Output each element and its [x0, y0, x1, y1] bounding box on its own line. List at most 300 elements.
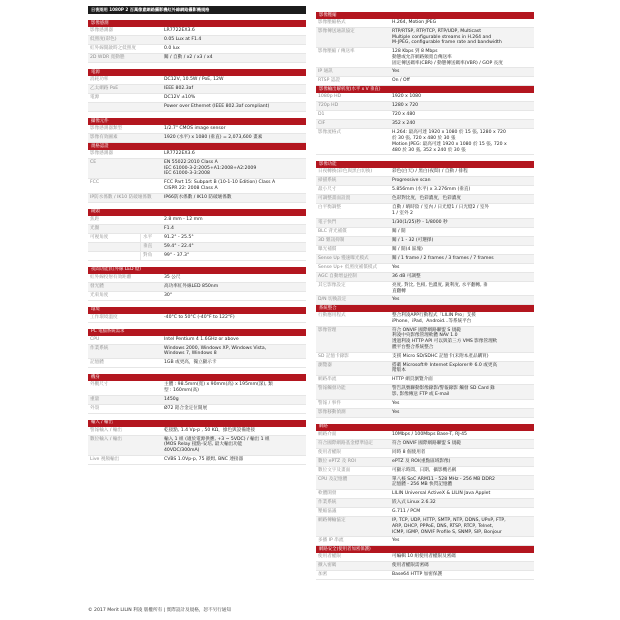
spec-label: 加密 — [318, 572, 328, 578]
spec-row — [88, 134, 306, 143]
section-heading: PC 電腦系統需求 — [88, 329, 306, 336]
spec-section — [88, 118, 306, 143]
section-heading: 規格認證 — [88, 143, 306, 150]
spec-value-line: EN 55022:2010 Class A — [164, 160, 218, 165]
spec-row — [316, 273, 534, 282]
spec-value-line: IP, TCP, UDP, HTTP, SMTP, NTP, DDNS, UPnP, FTP, — [392, 518, 506, 524]
spec-label: 電子快門 — [318, 219, 337, 225]
spec-row — [316, 111, 534, 120]
spec-label: 影像傳送通訊協定 — [318, 29, 355, 34]
spec-label: 行動應用程式 — [318, 313, 346, 319]
spec-section — [88, 374, 306, 413]
spec-value-line: LR7722EX3.6 — [164, 28, 195, 33]
spec-value — [162, 54, 306, 62]
spec-label: 工作環境溫度 — [90, 314, 118, 320]
spec-value-line: 1/30(1/25)秒 - 1/8000 秒 — [392, 219, 448, 225]
spec-section — [88, 267, 306, 301]
spec-value — [390, 273, 534, 281]
spec-label: IP 通訊 — [318, 69, 333, 75]
spec-value-line: 輸入 1 組 (適於電源供應, +3 ~ 5VDC) / 輸出 1 組 — [164, 436, 270, 442]
spec-label: 影像壓縮格式 — [318, 20, 346, 25]
spec-label: 日夜轉換(彩色與黑白切換) — [318, 169, 373, 175]
spec-value-line: 128 Kbps 到 8 Mbps — [392, 49, 438, 55]
section-heading: 輸入 / 輸出 — [88, 420, 306, 427]
spec-value-line: ICMP, IGMP, ONVIF Profile S, SNMP, SIP, Bonjour — [392, 529, 502, 535]
section-heading: 系統整合 — [316, 305, 534, 312]
spec-value-line: H.264, Motion JPEG — [392, 20, 437, 25]
spec-row — [88, 179, 306, 193]
spec-row — [316, 246, 534, 255]
spec-value — [162, 456, 306, 464]
spec-label: IP防水係數 / IK10 防破壞係數 — [90, 194, 152, 200]
spec-label: 焦距 — [90, 216, 100, 222]
spec-value — [390, 186, 534, 194]
spec-row — [88, 159, 306, 179]
spec-row — [88, 381, 306, 395]
spec-value — [390, 237, 534, 245]
spec-value-line: Yes — [392, 400, 400, 406]
spec-label: AGC 自動增益控制 — [318, 273, 357, 279]
spec-label: 軟體開發 — [318, 491, 337, 497]
spec-label: 影像有效圖素 — [90, 135, 118, 140]
spec-row — [88, 125, 306, 134]
spec-label: 數位輸入 / 輸出 — [90, 436, 123, 442]
spec-value — [162, 76, 306, 84]
spec-value-line: 透過利凌 HTTP API 可以與第三方 VMS 影像管理軟 — [392, 339, 498, 345]
copyright-footer: © 2017 Merit LILIN 利凌 版權所有 | 實際設計及規格，恕不另行通知 — [88, 608, 231, 613]
spec-value-line: Yes — [392, 538, 400, 544]
spec-value-line: 36 dB 可調整 — [392, 273, 421, 279]
spec-section — [316, 86, 534, 155]
spec-row — [316, 219, 534, 228]
spec-value — [390, 168, 534, 176]
spec-value-line: 1 / 室外 2 — [392, 211, 413, 217]
spec-sub-label: 垂直 — [140, 243, 162, 251]
spec-value-line: 5.856mm (水平) x 3.276mm (垂直) — [392, 187, 471, 193]
spec-value-line: HTTP 網頁瀏覽介面 — [392, 377, 433, 383]
spec-sub-label: 水平 — [140, 234, 162, 242]
spec-row — [316, 385, 534, 399]
spec-value — [162, 234, 306, 242]
spec-value — [390, 312, 534, 325]
spec-value — [390, 195, 534, 203]
spec-value — [390, 385, 534, 398]
spec-value-line: 1920 (水平) x 1080 (垂直) = 2,073,600 畫素 — [164, 135, 263, 140]
spec-label: 影像流格式 — [318, 130, 341, 136]
spec-value — [390, 499, 534, 507]
spec-value — [390, 93, 534, 101]
spec-label: 多播 IP 串流 — [318, 538, 344, 544]
spec-value-line: 主體 : 98.5mm(寬) x 90mm(高) x 195mm(深), 類 — [164, 382, 273, 388]
spec-value — [162, 179, 306, 192]
spec-value-line: 嵌入式 Linux 2.6.32 — [392, 500, 436, 506]
spec-row — [316, 353, 534, 362]
spec-value — [390, 28, 534, 47]
spec-label: 使用者權限 — [318, 554, 341, 560]
spec-value-line: G.711 / PCM — [392, 509, 421, 515]
spec-row — [316, 19, 534, 28]
spec-value — [162, 314, 306, 322]
spec-value — [162, 134, 306, 142]
spec-value — [390, 219, 534, 227]
spec-value-line: Multiple configurable streams in H.264 and — [392, 34, 492, 40]
spec-row — [316, 48, 534, 68]
spec-row — [316, 449, 534, 458]
spec-value — [162, 427, 306, 435]
spec-label: Live 視頻輸出 — [90, 456, 120, 462]
spec-label: 白平衡調整 — [318, 205, 341, 211]
spec-value — [162, 194, 306, 202]
spec-value-line: 關 / 開(4 區塊) — [392, 246, 423, 252]
spec-label: CIF — [318, 121, 326, 127]
spec-value — [390, 449, 534, 457]
spec-row — [88, 76, 306, 85]
spec-row — [88, 36, 306, 45]
spec-value-line: 可顯示時間、日期、攝影機名稱 — [392, 467, 457, 473]
spec-value — [390, 111, 534, 119]
spec-label: SD 記憶卡錄影 — [318, 353, 349, 359]
spec-value-line: 型 : 160mm(高) — [164, 387, 199, 393]
spec-row — [316, 28, 534, 48]
spec-label: 瀏覽器 — [318, 362, 332, 368]
section-heading: 夜間功能(紅外線 LED 燈) — [88, 267, 306, 274]
spec-value-line: 1/2.7" CMOS image sensor — [164, 126, 226, 131]
spec-value-line: Yes — [392, 69, 400, 75]
spec-row — [88, 85, 306, 94]
spec-value — [390, 77, 534, 85]
spec-row — [316, 508, 534, 517]
spec-label: CPU — [90, 336, 100, 342]
spec-row — [316, 129, 534, 155]
spec-value-line: DC12V, 10.5W / PoE, 12W — [164, 77, 224, 82]
section-heading: 影像壓縮 — [316, 12, 534, 19]
spec-value — [162, 45, 306, 53]
spec-value-line: Motion JPEG: 最高可達 1920 x 1080 於 15 張, 720 x — [392, 141, 507, 147]
spec-value-line: Windows 7, Windows 8 — [164, 351, 217, 357]
spec-label: FCC — [90, 180, 100, 186]
spec-section — [88, 209, 306, 261]
spec-label: 可視角度 — [90, 234, 109, 240]
spec-value-line: iPhone、iPad、Android...等系統平台 — [392, 319, 472, 325]
spec-value-line: 35 公尺 — [164, 274, 181, 280]
spec-label: CPU 及記憶體 — [318, 476, 348, 482]
spec-row — [316, 102, 534, 111]
spec-label: 最小尺寸 — [318, 187, 337, 193]
spec-value-line: 1280 x 720 — [392, 103, 419, 109]
spec-value-line: IEC 61000-3-3:2008 — [164, 171, 210, 177]
spec-row — [316, 168, 534, 177]
spec-value — [390, 246, 534, 254]
spec-label: 使用者權限 — [318, 449, 341, 455]
section-heading: 影像功能 — [316, 161, 534, 168]
spec-row — [316, 93, 534, 102]
spec-value-line: Base64 HTTP 加密保護 — [392, 572, 443, 578]
spec-value-line: Ø72 鋁合金定位開展 — [164, 405, 208, 411]
spec-row — [88, 345, 306, 359]
spec-value-line: CVBS 1.0Vp-p, 75 歐姆, BNC 連接器 — [164, 456, 244, 462]
spec-row — [88, 103, 306, 112]
spec-value-line: H.264: 最高可達 1920 x 1080 於 15 張, 1280 x 720 — [392, 130, 506, 136]
spec-value-line: 59.4° - 22.4° — [164, 243, 194, 249]
spec-value — [390, 68, 534, 76]
spec-value-line: DC12V ±10% — [164, 95, 196, 100]
spec-value — [162, 336, 306, 344]
spec-label: 發光體 — [90, 283, 104, 289]
spec-value — [162, 359, 306, 367]
spec-value-line: Yes — [392, 409, 400, 415]
spec-label: 影像壓縮 / 傳送率 — [318, 49, 355, 55]
spec-value — [390, 476, 534, 489]
spec-label: 掃描系統 — [318, 178, 337, 184]
spec-value — [390, 440, 534, 448]
spec-value — [390, 264, 534, 272]
spec-row — [316, 282, 534, 296]
spec-label: Sense Up+ 低照度補償模式 — [318, 264, 378, 270]
spec-row — [316, 499, 534, 508]
spec-value-line: Windows 2000, Windows XP, Windows Vista, — [164, 345, 267, 351]
spec-row — [88, 150, 306, 159]
spec-value-line: 40VDC/300mA) — [164, 448, 200, 454]
spec-value-line: 動態或允許網路頻寬自傳送率 — [392, 54, 452, 60]
spec-value — [162, 85, 306, 93]
spec-section — [316, 305, 534, 417]
spec-row — [88, 194, 306, 203]
spec-row — [88, 243, 306, 252]
spec-value — [162, 27, 306, 35]
spec-label: 影像感測器 — [90, 151, 113, 156]
spec-value — [390, 204, 534, 217]
spec-value-line: 體平台整合系統整合 — [392, 344, 434, 350]
spec-value — [390, 228, 534, 236]
spec-value — [390, 120, 534, 128]
spec-value — [390, 102, 534, 110]
spec-value-line: (MOS Relay 接點-安培, 最大輸出功能 — [164, 442, 243, 448]
spec-row — [316, 77, 534, 86]
spec-label — [88, 252, 140, 260]
spec-value — [390, 48, 534, 67]
spec-label: 符合國際網路基金標準協定 — [318, 440, 374, 446]
spec-label: 紅外線投射有效距離 — [90, 274, 132, 280]
spec-row — [316, 204, 534, 218]
spec-row — [316, 440, 534, 449]
spec-value-line: 亮度, 對比, 色相, 色濃度, 銳利度, 水平翻轉, 垂 — [392, 282, 488, 288]
spec-row — [316, 177, 534, 186]
spec-label: 1080p HD — [318, 94, 342, 100]
spec-label: 警報觸發功能 — [318, 386, 346, 392]
spec-value-line: 影, 影像傳送 FTP 或 E-mail — [392, 391, 450, 397]
spec-value — [390, 409, 534, 417]
spec-value-line: 關 / 開 — [392, 228, 406, 234]
spec-section — [88, 69, 306, 112]
spec-value-line: F1.4 — [164, 225, 174, 231]
spec-label: 外殼 — [90, 405, 100, 411]
spec-value — [390, 255, 534, 263]
spec-value — [162, 274, 306, 282]
spec-value — [390, 431, 534, 439]
spec-label: 其它影像設定 — [318, 282, 346, 288]
spec-label: 數位文字及畫面 — [318, 467, 351, 473]
spec-value-line: Power over Ethernet (IEEE 802.3af compliant) — [164, 104, 270, 109]
section-heading: 影像感測 — [88, 20, 306, 27]
spec-value — [162, 283, 306, 291]
spec-value-line: 固定傳送碼率(CBR) / 動態傳送碼率(VBR) / GOP 長度 — [392, 60, 503, 66]
spec-label: 作業系統 — [90, 345, 109, 351]
spec-row — [88, 292, 306, 301]
spec-row — [316, 255, 534, 264]
spec-value-line: 符合 ONVIF 國際網路聯盟 S 規範 — [392, 440, 461, 446]
spec-row — [316, 476, 534, 490]
spec-row — [88, 252, 306, 261]
spec-section — [316, 424, 534, 547]
spec-value-line: 自動 / 晴時陰 / 室內 / 日光燈1 / 日光燈2 / 室外 — [392, 205, 490, 211]
spec-label: 電源 — [90, 95, 100, 100]
spec-row — [316, 571, 534, 580]
spec-value — [162, 94, 306, 102]
spec-value-line: 警告訊號聯動影像錄影/警報錄影 觸發 SD Card 錄 — [392, 386, 495, 392]
spec-label: 乙太網路 PoE — [90, 86, 119, 91]
spec-label: Sense Up 慢速曝光模式 — [318, 255, 369, 261]
spec-row — [88, 27, 306, 36]
spec-row — [316, 327, 534, 353]
spec-row — [88, 314, 306, 323]
spec-value — [162, 292, 306, 300]
spec-value-line: 高功率紅外線LED 850nm — [164, 283, 219, 289]
spec-row — [316, 537, 534, 546]
spec-row — [88, 456, 306, 465]
spec-value — [390, 490, 534, 498]
spec-label: 光圈 — [90, 225, 100, 231]
spec-value — [162, 225, 306, 233]
section-heading: 網路安全(使用者加密保護) — [316, 546, 534, 553]
spec-label: 數位 ePTZ 及 ROI — [318, 458, 356, 464]
spec-row — [316, 195, 534, 204]
spec-section — [88, 143, 306, 203]
spec-value-line: -40°C to 50°C (-40°F to 122°F) — [164, 314, 235, 320]
spec-value-line: 搭載 Microsoft® Internet Explorer® 6.0 或更高 — [392, 362, 498, 368]
spec-section — [88, 329, 306, 368]
spec-value-line: 1GB 或更高，獨立顯示卡 — [164, 360, 217, 366]
spec-value-line: 記憶體 - 256 MB 快閃記憶體 — [392, 482, 453, 488]
spec-row — [316, 400, 534, 409]
spec-label: 警報輸入 / 輸出 — [90, 427, 123, 433]
spec-label: 網路介面 — [318, 431, 337, 437]
spec-value-line: 關 / 自動 / x2 / x3 / x4 — [164, 55, 213, 60]
spec-label: 3D 雜訊抑制 — [318, 237, 345, 243]
spec-label: D1 — [318, 112, 325, 118]
spec-section — [88, 307, 306, 323]
spec-row — [88, 225, 306, 234]
spec-value-line: LR7722EX3.6 — [164, 151, 195, 156]
spec-label: CE — [90, 160, 97, 165]
spec-label: 警報 / 事件 — [318, 400, 341, 406]
spec-section — [88, 420, 306, 465]
spec-value — [162, 252, 306, 260]
spec-label: 曝光補償 — [318, 246, 337, 252]
spec-label: 可調整畫面設置 — [318, 196, 351, 202]
spec-value — [390, 177, 534, 185]
spec-value — [162, 405, 306, 413]
spec-label: 壓縮協議 — [318, 509, 337, 515]
spec-value — [390, 537, 534, 545]
spec-value-line: 乾接點, 1.4 Vp-p , 50 KΩ，綠色與設備連接 — [164, 427, 256, 433]
spec-label: 記憶體 — [90, 360, 104, 366]
spec-row — [88, 359, 306, 368]
spec-value — [390, 129, 534, 154]
spec-row — [316, 312, 534, 326]
spec-value-line: 99° - 37.3° — [164, 252, 190, 258]
spec-row — [88, 274, 306, 283]
spec-section — [88, 20, 306, 63]
spec-value — [390, 376, 534, 384]
spec-row — [88, 94, 306, 103]
spec-row — [316, 186, 534, 195]
spec-value-line: Progressive scan — [392, 178, 431, 184]
spec-row — [316, 296, 534, 305]
spec-value — [390, 362, 534, 375]
spec-label: 影像移動偵測 — [318, 409, 346, 415]
spec-value-line: 支援 Micro SD/SDHC 記憶卡(未附本產品購買) — [392, 353, 489, 359]
spec-row — [88, 234, 306, 243]
spec-value — [390, 562, 534, 570]
spec-value-line: 480 於 30 張, 352 x 240 於 30 張 — [392, 147, 466, 153]
spec-value — [162, 345, 306, 358]
spec-value-line: ePTZ 及 ROI(重點區域影像) — [392, 458, 451, 464]
spec-label: 擴入密碼 — [318, 563, 337, 569]
spec-value — [162, 159, 306, 178]
spec-value-line: 1920 x 1080 — [392, 94, 422, 100]
spec-label: 低照度(彩色) — [90, 37, 117, 42]
spec-value-line: 1450g — [164, 396, 179, 402]
spec-value-line: 階版本 — [392, 368, 406, 374]
spec-value — [390, 571, 534, 579]
spec-value — [162, 36, 306, 44]
spec-value — [390, 508, 534, 516]
spec-row — [88, 216, 306, 225]
spec-value-line: 91.2° - 25.5° — [164, 234, 194, 240]
spec-row — [316, 409, 534, 418]
spec-value — [390, 400, 534, 408]
spec-row — [316, 517, 534, 537]
spec-value-line: IEEE 802.3af — [164, 86, 194, 91]
spec-label: 光束角度 — [90, 292, 109, 298]
section-heading: 機身 — [88, 374, 306, 381]
spec-row — [316, 120, 534, 129]
spec-value-line: IEC 61000-3-2:2005+A1:2008+A2:2009 — [164, 165, 257, 171]
spec-value-line: FCC Part 15: Subpart B (10-1-10 Edition) Class A — [164, 180, 276, 186]
spec-sub-label: 對角 — [140, 252, 162, 260]
spec-value-line: 於 30 張, 720 x 480 於 30 張 — [392, 136, 456, 142]
spec-row — [88, 396, 306, 405]
spec-value — [390, 553, 534, 561]
spec-value-line: 30° — [164, 292, 173, 298]
spec-value-line: 符合 ONVIF 國際網路聯盟 S 規範 — [392, 327, 461, 333]
spec-row — [316, 553, 534, 562]
spec-label: 外觀尺寸 — [90, 382, 109, 388]
spec-value-line: 整合利凌APP行動程式「LILIN Pro」支援 — [392, 313, 476, 319]
spec-value-line: ARP, DHCP, PPPoE, DNS, RTSP, RTCP, Telnet, — [392, 523, 494, 529]
spec-label: 網路串流 — [318, 377, 337, 383]
spec-label: 2D WDR 寬動態 — [90, 55, 125, 60]
spec-value — [162, 243, 306, 251]
spec-value-line: 0.0 lux — [164, 46, 180, 51]
spec-row — [88, 54, 306, 63]
spec-label: 影像感測器 — [90, 28, 113, 33]
spec-value — [162, 396, 306, 404]
spec-value-line: 使用者權限需密碼 — [392, 563, 429, 569]
spec-value — [390, 296, 534, 304]
spec-label: 紅外線開啟時之低照度 — [90, 46, 136, 51]
spec-value — [390, 458, 534, 466]
